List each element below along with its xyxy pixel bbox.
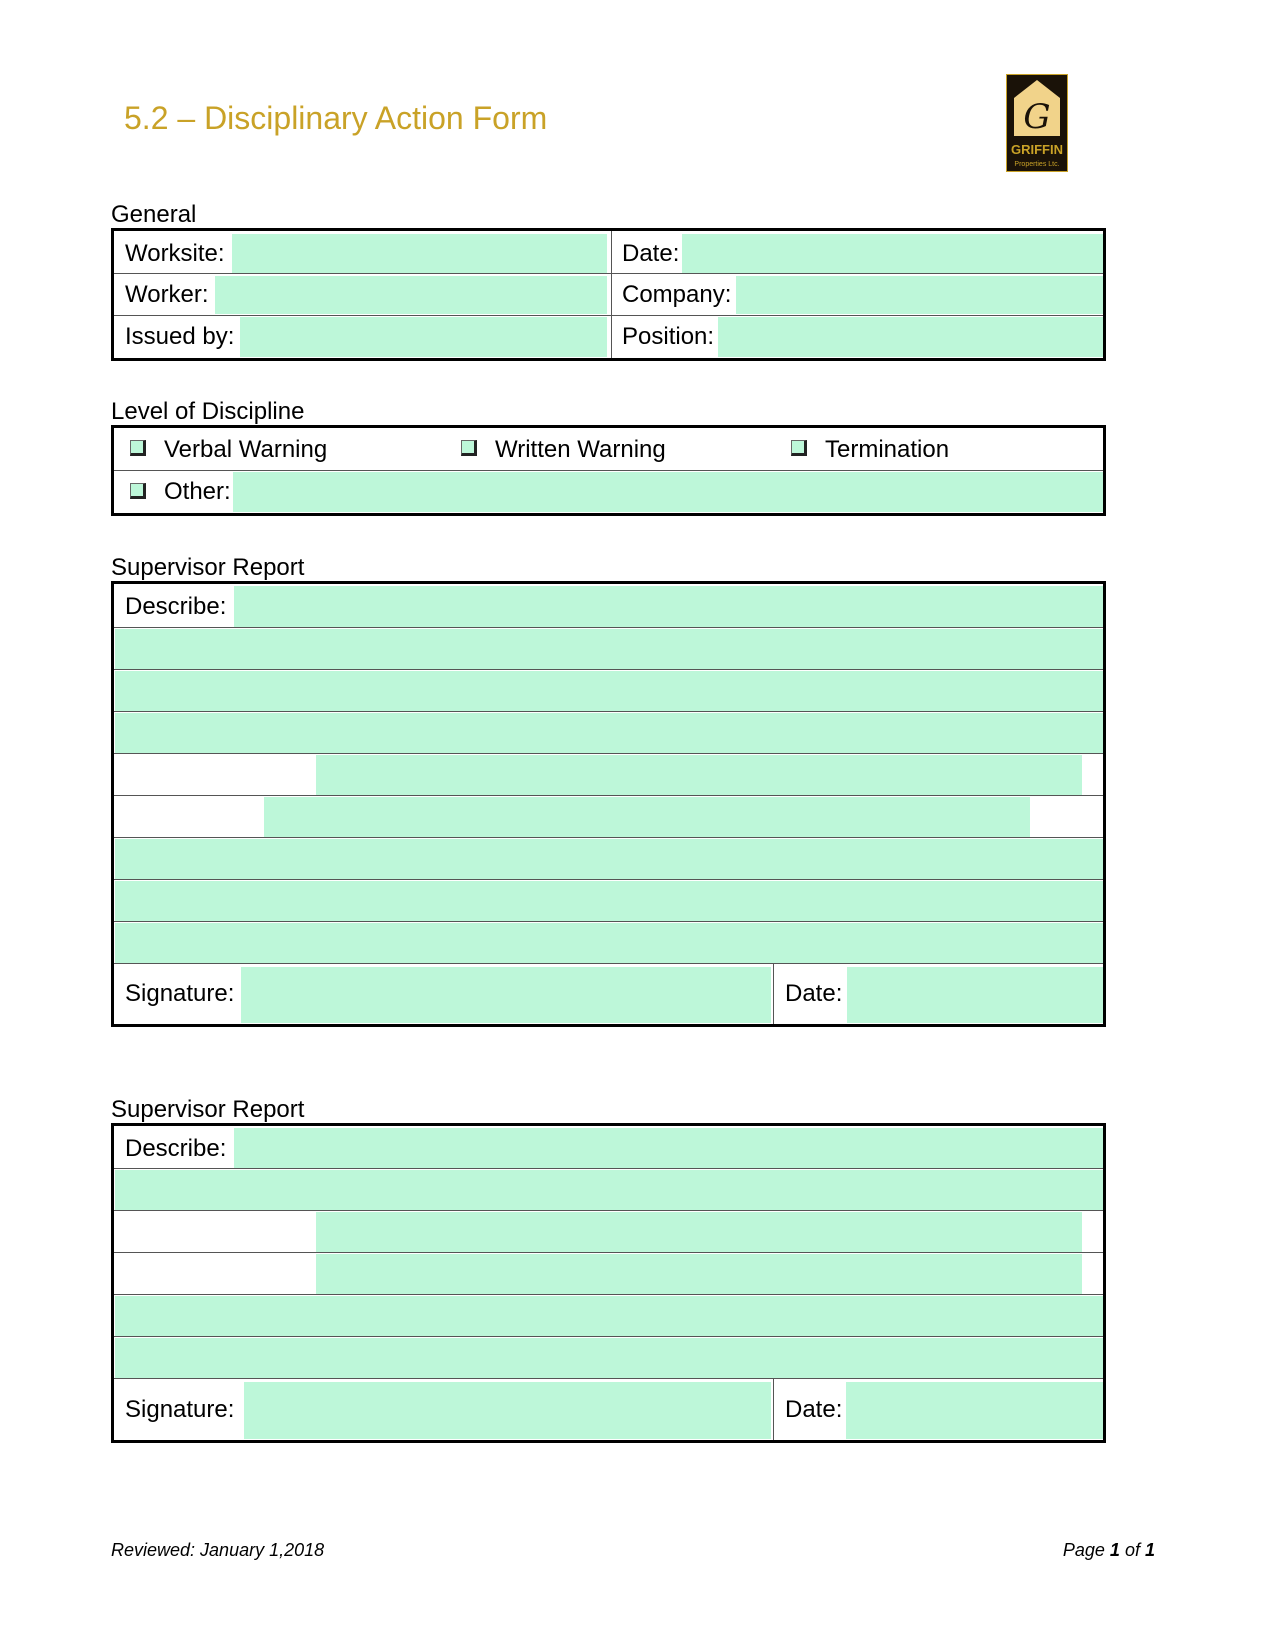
company-field[interactable] xyxy=(736,276,1103,314)
worker-field[interactable] xyxy=(215,276,607,314)
report2-line-field[interactable] xyxy=(115,1296,1103,1336)
report2-line-field[interactable] xyxy=(115,1170,1103,1210)
report1-line-field[interactable] xyxy=(264,797,1030,837)
verbal-warning-label: Verbal Warning xyxy=(164,436,328,463)
report2-describe-label: Describe: xyxy=(125,1135,227,1162)
report2-date-label: Date: xyxy=(785,1396,843,1423)
page-of: of xyxy=(1124,1540,1140,1560)
written-warning-label: Written Warning xyxy=(495,436,666,463)
written-warning-checkbox[interactable] xyxy=(461,440,477,456)
report1-line-field[interactable] xyxy=(316,755,1082,795)
report1-line xyxy=(114,712,1103,754)
report1-describe-field[interactable] xyxy=(234,586,1103,627)
report1-line xyxy=(114,880,1103,922)
report2-line xyxy=(114,1337,1103,1379)
report2-signature-label: Signature: xyxy=(125,1396,235,1423)
general-table xyxy=(111,228,1106,361)
report1-describe-label: Describe: xyxy=(125,593,227,620)
report1-signature-label: Signature: xyxy=(125,980,235,1007)
other-label: Other: xyxy=(164,478,231,505)
report1-line-field[interactable] xyxy=(115,713,1103,753)
report1-line xyxy=(114,670,1103,712)
general-heading: General xyxy=(111,201,197,228)
general-row-1 xyxy=(114,231,1103,274)
page-prefix: Page xyxy=(1062,1540,1105,1560)
report2-line-field[interactable] xyxy=(316,1254,1082,1294)
report1-heading: Supervisor Report xyxy=(111,554,305,581)
date-field[interactable] xyxy=(682,234,1103,273)
discipline-other-row xyxy=(114,471,1103,513)
svg-text:Properties Ltc.: Properties Ltc. xyxy=(1014,161,1060,168)
report1-line-field[interactable] xyxy=(115,881,1103,921)
svg-text:GRIFFIN: GRIFFIN xyxy=(1011,142,1063,157)
report2-date-field[interactable] xyxy=(846,1382,1103,1439)
report1-line-field[interactable] xyxy=(115,671,1103,711)
discipline-table xyxy=(111,425,1106,516)
report2-line xyxy=(114,1211,1103,1253)
page-title: 5.2 – Disciplinary Action Form xyxy=(124,100,548,136)
report1-line xyxy=(114,796,1103,838)
report2-line xyxy=(114,1253,1103,1295)
page-total: 1 xyxy=(1144,1540,1155,1560)
report1-signature-field[interactable] xyxy=(241,967,771,1023)
other-field[interactable] xyxy=(233,472,1103,512)
termination-checkbox[interactable] xyxy=(791,440,807,456)
report2-describe-field[interactable] xyxy=(234,1128,1103,1168)
report1-line-field[interactable] xyxy=(115,923,1103,963)
report2-heading: Supervisor Report xyxy=(111,1096,305,1123)
reviewed-date: Reviewed: January 1,2018 xyxy=(111,1540,325,1560)
report1-line xyxy=(114,922,1103,964)
report2-signature-row xyxy=(114,1379,1103,1440)
general-row-2 xyxy=(114,274,1103,316)
discipline-heading: Level of Discipline xyxy=(111,398,305,425)
report2-signature-field[interactable] xyxy=(244,1382,771,1439)
issued-by-field[interactable] xyxy=(240,317,607,357)
report1-line-field[interactable] xyxy=(115,839,1103,879)
report1-date-field[interactable] xyxy=(847,967,1103,1023)
report1-describe-row xyxy=(114,584,1103,628)
report1-line xyxy=(114,838,1103,880)
termination-label: Termination xyxy=(825,436,950,463)
report1-line-field[interactable] xyxy=(115,629,1103,669)
worker-label: Worker: xyxy=(125,281,209,308)
page-current: 1 xyxy=(1109,1540,1120,1560)
position-field[interactable] xyxy=(718,317,1103,357)
report1-table xyxy=(111,581,1106,1027)
date-label: Date: xyxy=(622,240,680,267)
general-row-3 xyxy=(114,316,1103,358)
report2-describe-row xyxy=(114,1126,1103,1169)
report1-line xyxy=(114,628,1103,670)
verbal-warning-checkbox[interactable] xyxy=(130,440,146,456)
worksite-field[interactable] xyxy=(232,234,607,273)
report1-signature-row xyxy=(114,964,1103,1024)
worksite-label: Worksite: xyxy=(125,240,225,267)
issued-by-label: Issued by: xyxy=(125,323,235,350)
position-label: Position: xyxy=(622,323,715,350)
discipline-options-row xyxy=(114,428,1103,471)
svg-text:G: G xyxy=(1023,97,1051,137)
other-checkbox[interactable] xyxy=(130,483,146,499)
page-number xyxy=(1063,1540,1155,1561)
griffin-logo xyxy=(1006,74,1068,172)
report2-line xyxy=(114,1295,1103,1337)
company-label: Company: xyxy=(622,281,732,308)
report1-line xyxy=(114,754,1103,796)
report2-line-field[interactable] xyxy=(316,1212,1082,1252)
report1-date-label: Date: xyxy=(785,980,843,1007)
report2-line xyxy=(114,1169,1103,1211)
report2-line-field[interactable] xyxy=(115,1338,1103,1378)
report2-table xyxy=(111,1123,1106,1443)
